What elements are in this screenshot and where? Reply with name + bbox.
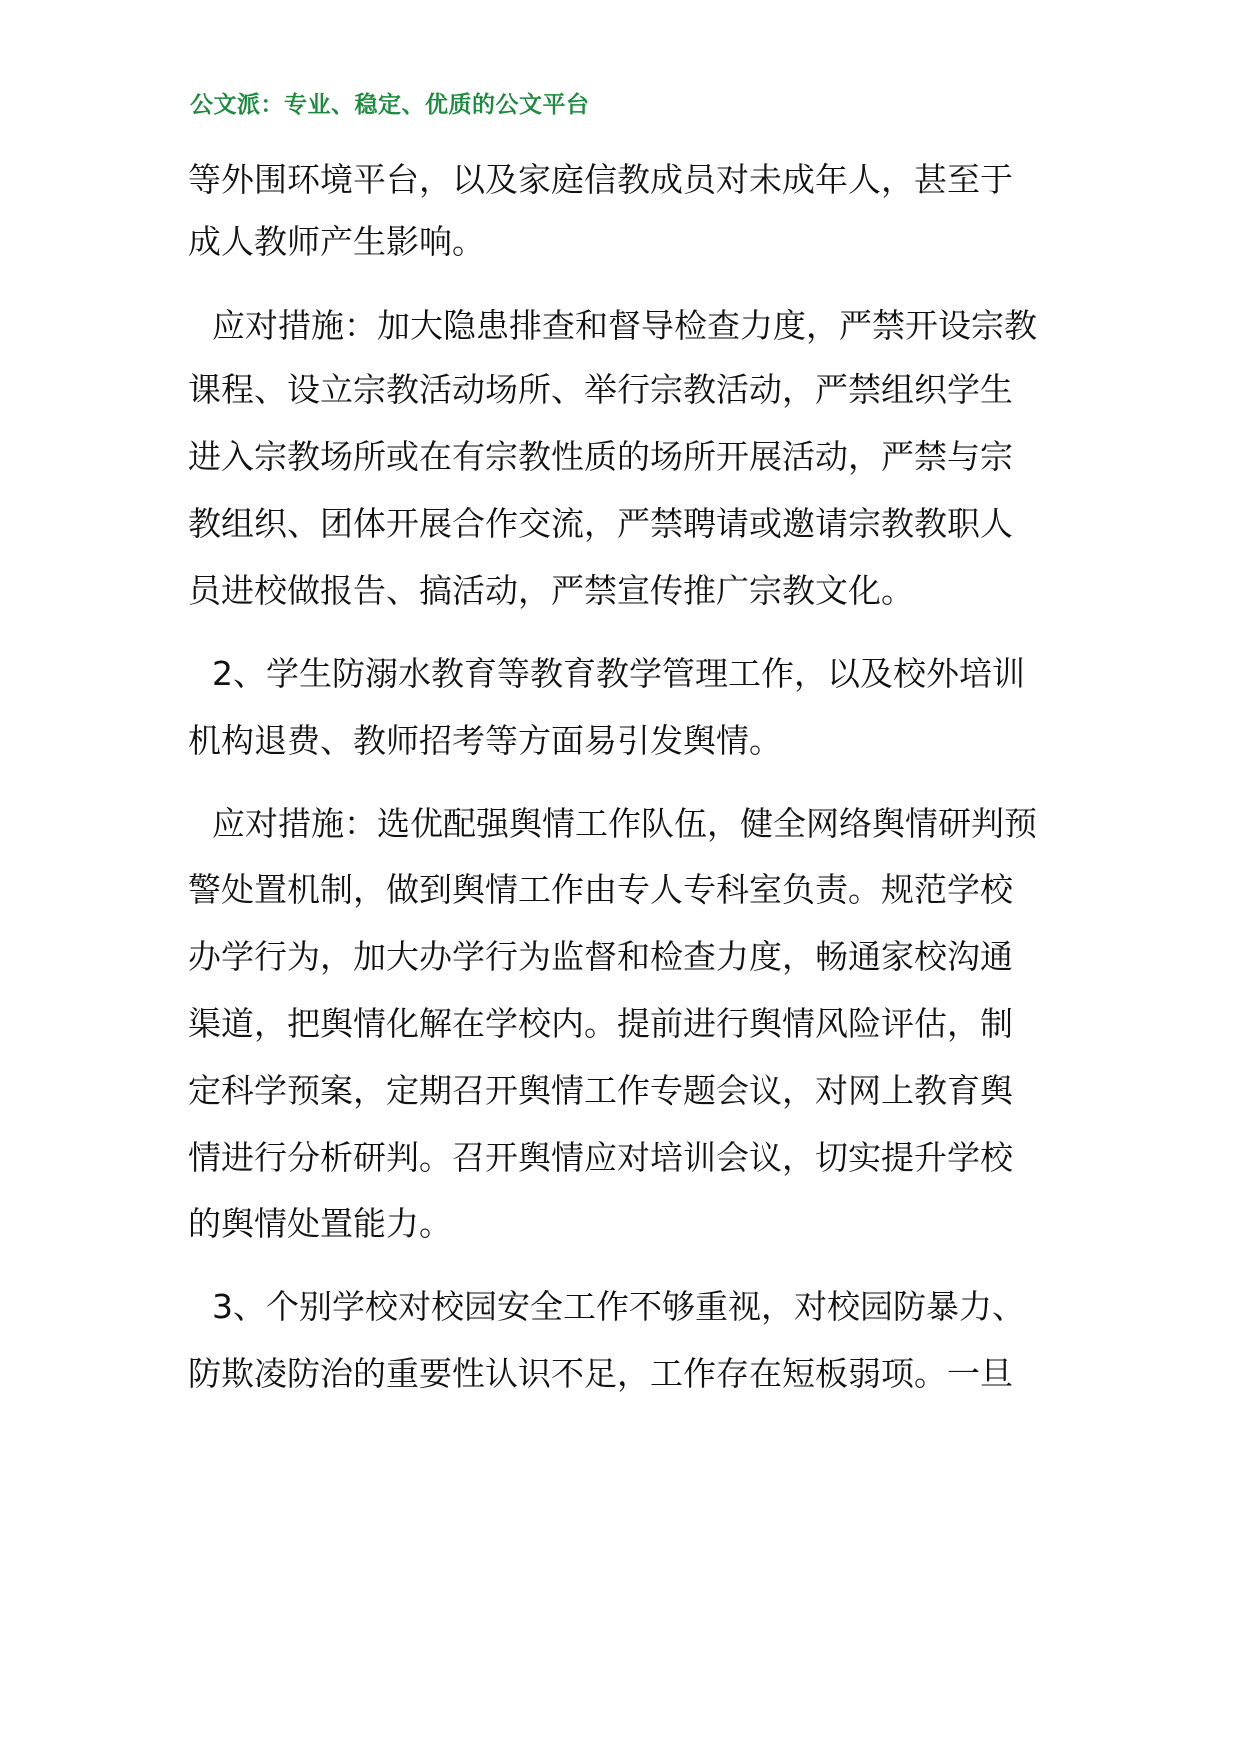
text-line-12: 办学行为，加大办学行为监督和检查力度，畅通家校沟通	[188, 937, 1013, 976]
header-title: 公文派：专业、稳定、优质的公文平台	[190, 92, 590, 118]
text-line-9: 机构退费、教师招考等方面易引发舆情。	[188, 721, 782, 760]
text-line-7: 员进校做报告、搞活动，严禁宣传推广宗教文化。	[188, 571, 914, 610]
text-line-3: 应对措施：加大隐患排查和督导检查力度，严禁开设宗教	[212, 306, 1037, 345]
text-line-1: 等外围环境平台，以及家庭信教成员对未成年人，甚至于	[188, 160, 1013, 199]
text-line-5: 进入宗教场所或在有宗教性质的场所开展活动，严禁与宗	[188, 437, 1013, 476]
text-line-13: 渠道，把舆情化解在学校内。提前进行舆情风险评估，制	[188, 1004, 1013, 1043]
text-line-11: 警处置机制，做到舆情工作由专人专科室负责。规范学校	[188, 870, 1013, 909]
text-line-17: 3、个别学校对校园安全工作不够重视，对校园防暴力、	[212, 1287, 1025, 1326]
text-line-15: 情进行分析研判。召开舆情应对培训会议，切实提升学校	[188, 1138, 1013, 1177]
text-line-2: 成人教师产生影响。	[188, 222, 485, 261]
text-line-16: 的舆情处置能力。	[188, 1204, 452, 1243]
text-line-10: 应对措施：选优配强舆情工作队伍，健全网络舆情研判预	[212, 804, 1037, 843]
text-line-14: 定科学预案，定期召开舆情工作专题会议，对网上教育舆	[188, 1071, 1013, 1110]
text-line-8: 2、学生防溺水教育等教育教学管理工作，以及校外培训	[212, 654, 1025, 693]
text-line-18: 防欺凌防治的重要性认识不足，工作存在短板弱项。一旦	[188, 1354, 1013, 1393]
text-line-4: 课程、设立宗教活动场所、举行宗教活动，严禁组织学生	[188, 370, 1013, 409]
text-line-6: 教组织、团体开展合作交流，严禁聘请或邀请宗教教职人	[188, 504, 1013, 543]
